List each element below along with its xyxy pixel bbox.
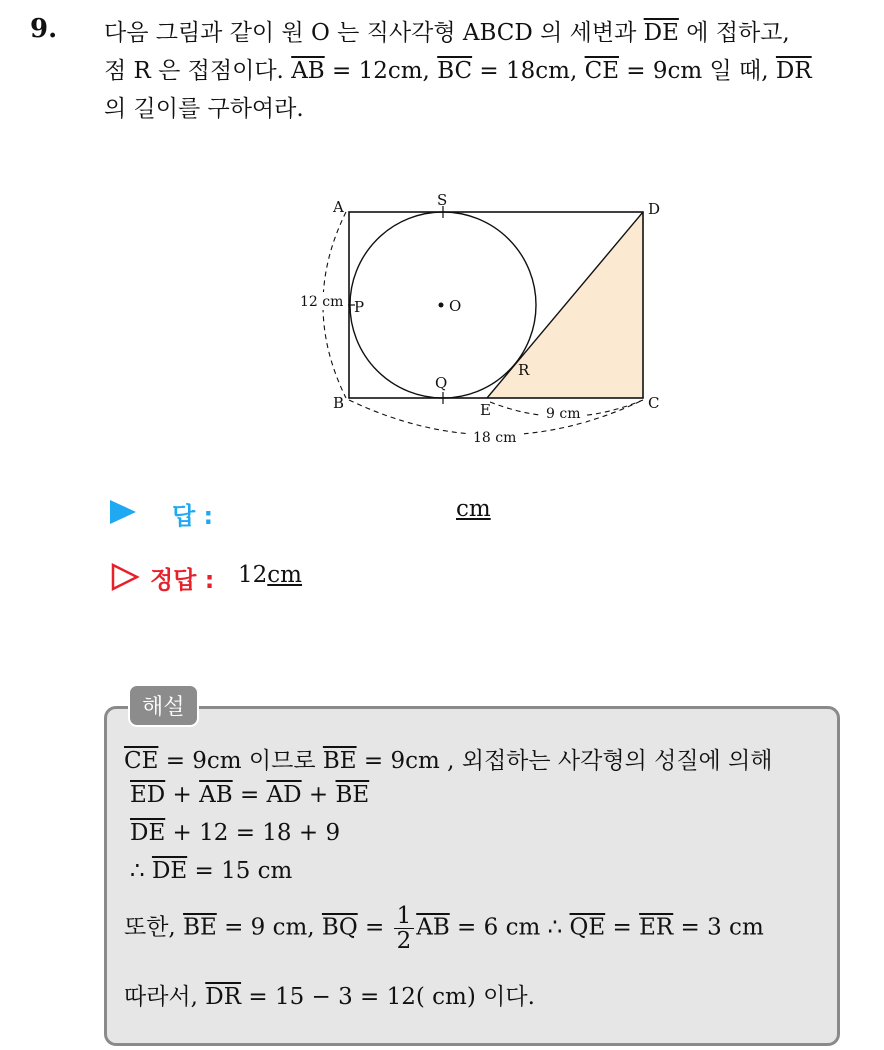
question-text xyxy=(104,14,864,128)
question-number: 9. xyxy=(30,14,58,44)
solution-line-4: ∴ $\overline{DE} = 15$ cm xyxy=(130,858,293,884)
solution-line-1: $\overline{CE} = 9cm$ 이므로 $\overline{BE} = 9cm$ , 외접하는 사각형의 성질에 의해 xyxy=(124,748,773,774)
label-o: O xyxy=(449,297,462,315)
correct-answer-label: 정답 : xyxy=(150,566,215,594)
label-s: S xyxy=(437,191,448,209)
question-line-2: 점 R 은 접점이다. $\overline{AB} = 12cm$, $\overline{BC} = 18cm$, $\overline{CE} = 9cm$ 일 때, $\overline{DR}$ xyxy=(104,58,812,84)
answer-unit: cm xyxy=(456,496,491,522)
label-p: P xyxy=(354,298,365,316)
correct-arrow-icon xyxy=(110,562,140,592)
solution-line-2: $\overline{ED} + \overline{AB} = \overline{AD} + \overline{BE}$ xyxy=(130,782,370,808)
dim-label-ec: 9 cm xyxy=(546,406,581,422)
question-line-1: 다음 그림과 같이 원 O 는 직사각형 ABCD 의 세변과 $\overline{DE}$ 에 접하고, xyxy=(104,20,790,46)
geometry-figure xyxy=(290,188,680,458)
label-e: E xyxy=(480,401,491,419)
answer-label: 답 : xyxy=(172,502,214,530)
label-b: B xyxy=(333,394,345,412)
answer-row xyxy=(110,496,610,532)
correct-answer-value: 12cm xyxy=(238,562,302,588)
solution-tag: 해설 xyxy=(128,684,199,727)
dim-label-ab: 12 cm xyxy=(300,294,344,310)
fraction-half: $\frac{1}{2}$ xyxy=(394,904,415,953)
answer-arrow-icon xyxy=(110,500,136,524)
label-r: R xyxy=(518,361,530,379)
solution-line-6: 따라서, $\overline{DR} = 15 - 3 = 12$( cm) 이다. xyxy=(124,984,535,1010)
center-point-o xyxy=(439,303,444,308)
dim-label-bc: 18 cm xyxy=(473,430,517,446)
label-a: A xyxy=(333,198,344,216)
solution-line-5: 또한, $\overline{BE} = 9$ cm, $\overline{BQ}$ = $\frac{1}{2}$ $\overline{AB} = 6$ cm ∴ $\overline{QE} = \overline{ER} = 3$ cm xyxy=(124,903,764,954)
label-q: Q xyxy=(435,374,448,392)
question-line-3: 의 길이를 구하여라. xyxy=(104,96,304,122)
label-d: D xyxy=(648,200,661,218)
correct-answer-row xyxy=(110,560,610,596)
label-c: C xyxy=(648,394,660,412)
solution-line-3: $\overline{DE} + 12 = 18 + 9$ xyxy=(130,820,341,846)
